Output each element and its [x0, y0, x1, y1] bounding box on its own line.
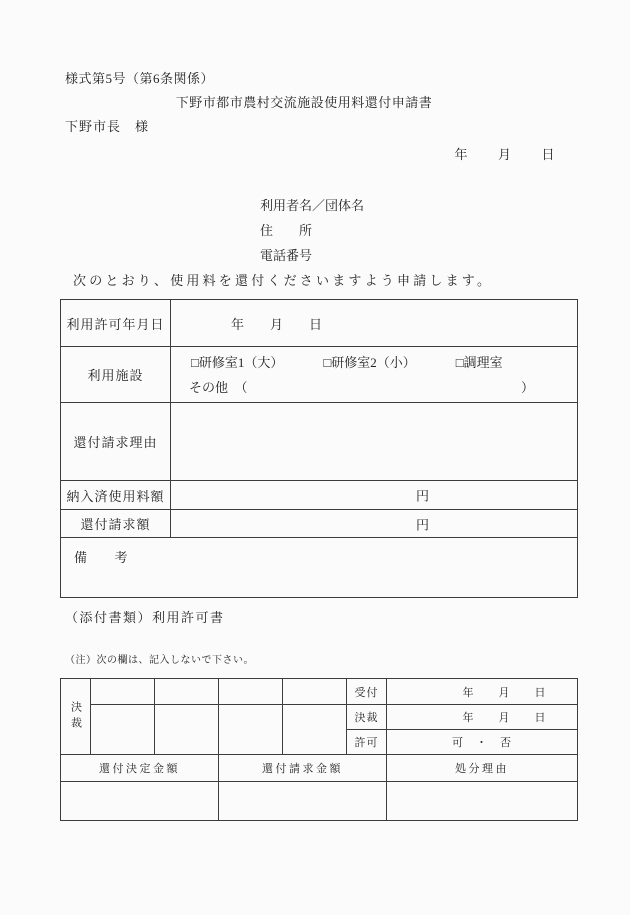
refund-requested-amount-cell — [219, 782, 387, 821]
refund-requested-amount-label: 還付請求金額 — [219, 755, 387, 782]
document-title: 下野市都市農村交流施設使用料還付申請書 — [175, 95, 433, 110]
facility-option-label: 研修室2（小） — [331, 354, 416, 370]
yen-unit: 円 — [416, 488, 430, 504]
table-row — [61, 481, 578, 510]
permission-value: 可 ・ 否 — [387, 730, 578, 755]
facility-other-close-paren: ） — [521, 379, 535, 395]
reception-date-value: 年 月 日 — [387, 679, 578, 705]
table-row — [61, 782, 578, 821]
refund-amount-label: 還付請求額 — [61, 510, 171, 538]
stamp-cell — [91, 679, 155, 705]
checkbox-icon: □ — [191, 354, 199, 370]
checkbox-icon: □ — [455, 354, 464, 370]
applicant-name-label: 利用者名／団体名 — [260, 198, 365, 213]
stamp-cell — [283, 705, 347, 755]
phone-label: 電話番号 — [260, 248, 313, 263]
permit-date-value: 年 月 日 — [171, 300, 578, 347]
stamp-cell — [155, 705, 219, 755]
table-row — [61, 403, 578, 481]
facility-other-row — [171, 375, 577, 400]
stamp-cell — [155, 679, 219, 705]
address-label: 住 所 — [260, 223, 313, 238]
table-row — [61, 538, 578, 598]
refund-decided-amount-label: 還付決定金額 — [61, 755, 219, 782]
header-date-line: 年 月 日 — [454, 147, 556, 162]
facility-other-label: その他 （ — [189, 379, 248, 395]
addressee-line: 下野市長 様 — [65, 119, 150, 134]
refund-reason-label: 還付請求理由 — [61, 403, 171, 481]
refund-amount-value-cell — [171, 510, 578, 538]
reception-label: 受付 — [347, 679, 387, 705]
stamp-cell — [91, 705, 155, 755]
facility-value-cell — [171, 347, 578, 403]
facility-options-row — [171, 350, 577, 375]
facility-option-label: 研修室1（大） — [198, 354, 284, 370]
table-row — [61, 347, 578, 403]
facility-option-cooking-room[interactable] — [456, 350, 503, 375]
stamp-cell — [219, 705, 283, 755]
yen-unit: 円 — [416, 517, 430, 532]
refund-reason-value-cell — [171, 403, 578, 481]
facility-option-training-room-2[interactable] — [323, 350, 415, 375]
refund-decided-amount-cell — [61, 782, 219, 821]
approval-table — [60, 678, 578, 821]
permit-date-label: 利用許可年月日 — [61, 300, 171, 347]
facility-label: 利用施設 — [61, 347, 171, 403]
paid-amount-label: 納入済使用料額 — [61, 481, 171, 510]
table-row — [61, 705, 578, 730]
form-number: 様式第5号（第6条関係） — [65, 71, 215, 86]
paid-amount-value-cell — [171, 481, 578, 510]
checkbox-icon: □ — [323, 354, 332, 370]
table-row — [61, 755, 578, 782]
stamp-cell — [283, 679, 347, 705]
disposition-reason-cell — [387, 782, 578, 821]
table-row — [61, 510, 578, 538]
disposition-reason-label: 処分理由 — [387, 755, 578, 782]
decision-date-value: 年 月 日 — [387, 705, 578, 730]
facility-option-label: 調理室 — [463, 354, 503, 370]
attachment-note: （添付書類）利用許可書 — [65, 610, 225, 625]
facility-option-training-room-1[interactable] — [191, 350, 283, 375]
stamp-cell — [219, 679, 283, 705]
approval-stamp-label: 決裁 — [61, 679, 91, 755]
table-row — [61, 300, 578, 347]
decision-label: 決裁 — [347, 705, 387, 730]
remarks-cell: 備 考 — [61, 538, 578, 598]
application-table — [60, 299, 578, 598]
table-row — [61, 679, 578, 705]
declaration-text: 次のとおり、使用料を還付くださいますよう申請します。 — [73, 273, 494, 288]
staff-only-note: （注）次の欄は、記入しないで下さい。 — [65, 655, 254, 666]
permission-label: 許可 — [347, 730, 387, 755]
